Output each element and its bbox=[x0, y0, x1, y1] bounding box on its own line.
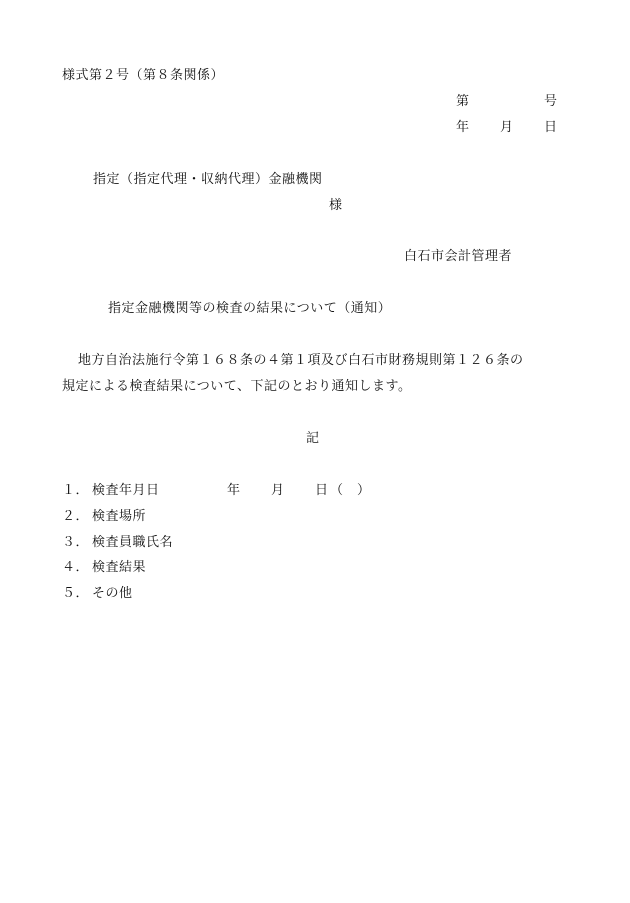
date-day: 日 bbox=[544, 120, 558, 135]
item-number: ４． bbox=[62, 560, 90, 575]
item-number: １． bbox=[62, 483, 90, 498]
addressee-name: 指定（指定代理・収納代理）金融機関 bbox=[93, 172, 323, 187]
ki-heading: 記 bbox=[306, 431, 320, 446]
item-label: 検査員職氏名 bbox=[92, 535, 174, 550]
form-number: 様式第２号（第８条関係） bbox=[62, 68, 225, 83]
doc-number-suffix: 号 bbox=[544, 94, 558, 109]
item-label: 検査結果 bbox=[92, 560, 147, 575]
item-number: ３． bbox=[62, 535, 90, 550]
document-title: 指定金融機関等の検査の結果について（通知） bbox=[108, 301, 392, 316]
item-label: 検査場所 bbox=[92, 509, 147, 524]
inspection-weekday: （ ） bbox=[330, 483, 371, 498]
date-year: 年 bbox=[456, 120, 470, 135]
item-number: ５． bbox=[62, 586, 90, 601]
item-number: ２． bbox=[62, 509, 90, 524]
doc-number-prefix: 第 bbox=[456, 94, 470, 109]
body-line-2: 規定による検査結果について、下記のとおり通知します。 bbox=[62, 379, 412, 394]
inspection-month: 月 bbox=[271, 483, 285, 498]
date-month: 月 bbox=[500, 120, 514, 135]
addressee-honorific: 様 bbox=[329, 198, 343, 213]
body-line-1: 地方自治法施行令第１６８条の４第１項及び白石市財務規則第１２６条の bbox=[78, 353, 524, 368]
item-label: 検査年月日 bbox=[92, 483, 160, 498]
sender-name: 白石市会計管理者 bbox=[404, 249, 513, 264]
inspection-year: 年 bbox=[227, 483, 241, 498]
item-label: その他 bbox=[92, 586, 133, 601]
inspection-day: 日 bbox=[315, 483, 329, 498]
